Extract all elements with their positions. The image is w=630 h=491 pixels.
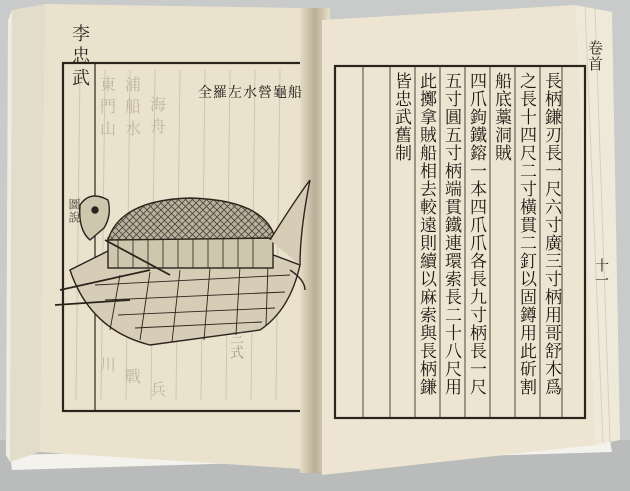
svg-text:忠: 忠 bbox=[72, 46, 90, 67]
svg-text:海: 海 bbox=[150, 95, 167, 114]
text-column-4: 四爪鉤鐵鎔一本四爪爪各長九寸柄長一尺 bbox=[466, 72, 486, 396]
left-title-characters bbox=[72, 24, 91, 89]
text-column-3: 船底藁洞賊 bbox=[491, 72, 511, 162]
right-page-header: 卷首 bbox=[586, 40, 604, 72]
bleed-through-text: 三式 bbox=[228, 330, 244, 360]
svg-text:武: 武 bbox=[72, 68, 90, 89]
left-margin-label: 圖說 bbox=[67, 198, 81, 224]
text-column-7: 皆忠武舊制 bbox=[391, 72, 411, 162]
text-column-5: 五寸圓五寸柄端貫鐵連環索長二十八尺用 bbox=[441, 72, 461, 396]
svg-text:兵: 兵 bbox=[150, 380, 167, 399]
text-column-1: 長柄鎌刃長一尺六寸廣三寸柄用哥舒木爲 bbox=[541, 72, 561, 396]
svg-text:舟: 舟 bbox=[150, 117, 167, 136]
text-column-2: 之長十四尺二寸橫貫二釘以固鐏用此斫割 bbox=[516, 72, 536, 396]
svg-text:東: 東 bbox=[100, 75, 117, 94]
svg-text:山: 山 bbox=[100, 119, 117, 138]
svg-text:戰: 戰 bbox=[125, 367, 142, 386]
illustration-caption: 全羅左水營龜船 bbox=[198, 85, 303, 101]
svg-text:川: 川 bbox=[100, 355, 117, 374]
svg-text:浦: 浦 bbox=[125, 75, 142, 94]
svg-text:門: 門 bbox=[100, 97, 117, 116]
text-column-6: 此擲拿賊船相去較遠則續以麻索與長柄鎌 bbox=[416, 72, 436, 396]
left-page-stack bbox=[10, 4, 45, 462]
svg-text:船: 船 bbox=[125, 97, 142, 116]
svg-text:水: 水 bbox=[125, 119, 142, 138]
folio-number: 十一 bbox=[593, 258, 609, 288]
svg-text:李: 李 bbox=[72, 24, 90, 45]
